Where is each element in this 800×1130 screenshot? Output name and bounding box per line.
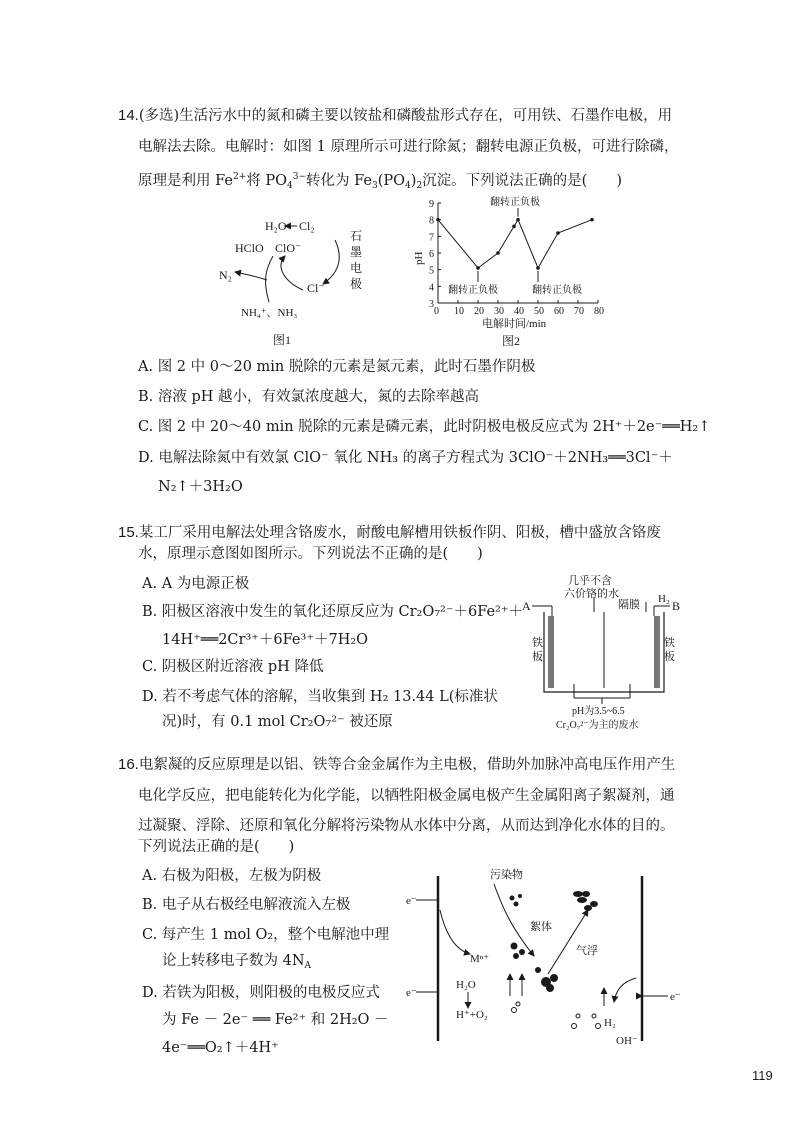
chart-point	[436, 218, 440, 222]
chart-point	[556, 231, 560, 235]
q15-fig-membrane: 隔膜	[618, 599, 640, 611]
q16-pollutant: 污染物	[490, 869, 523, 881]
q16-option-d-line1: D. 若铁为阳极，则阳极的电极反应式	[142, 985, 380, 1001]
page-number: 119	[752, 1068, 773, 1083]
q14-s3b: 将 PO	[246, 173, 288, 189]
q16-option-a: A. 右极为阳极，左极为阴极	[142, 868, 322, 884]
q15-number: 15.	[118, 524, 139, 541]
chart-xlabel: 电解时间/min	[482, 318, 547, 330]
fig1-electrode-4: 极	[350, 277, 363, 291]
fig2-caption: 图2	[502, 334, 521, 348]
chart-y-tick-label: 8	[429, 215, 434, 227]
fig1-n2: N₂	[219, 268, 232, 282]
q16-bubbles	[512, 1002, 601, 1029]
q16-oh: OH⁻	[616, 1035, 638, 1046]
fig1-electrode-1: 石	[350, 229, 363, 243]
q16-h2: H₂	[604, 1017, 616, 1029]
q16-e-left2: e⁻	[406, 987, 417, 999]
fig1-h2o: H₂O	[265, 219, 287, 233]
q16-stem-line1	[118, 755, 675, 775]
q14-figure1	[215, 212, 375, 352]
fig1-arrow-down	[266, 256, 273, 302]
q14-s3d: (PO	[377, 173, 406, 189]
chart-x-tick-label: 80	[594, 306, 604, 317]
q15-option-d-line1: D. 若不考虑气体的溶解，当收集到 H₂ 13.44 L(标准状	[142, 689, 498, 705]
fig1-electrode-2: 墨	[350, 245, 363, 259]
q16-arrow-mn	[440, 910, 470, 954]
q15-option-b-line2: 14H⁺══2Cr³⁺＋6Fe³⁺＋7H₂O	[162, 632, 369, 648]
q14-option-d-line1: D. 电解法除氮中有效氯 ClO⁻ 氧化 NH₃ 的离子方程式为 3ClO⁻＋2NH₃══3Cl⁻＋	[138, 450, 673, 466]
chart-y-tick-label: 7	[429, 232, 434, 244]
q16-stem-text1: 电絮凝的反应原理是以铝、铁等合金金属作为主电极，借助外加脉冲高电压作用产生	[138, 757, 676, 773]
fig1-arrow-cl-to-clo	[281, 256, 303, 290]
q14-stem-line1	[118, 106, 672, 126]
q15-left-plate	[548, 616, 554, 688]
chart-point	[516, 218, 520, 222]
q14-stem-text1: (多选)生活污水中的氮和磷主要以铵盐和磷酸盐形式存在，可用铁、石墨作电极，用	[138, 108, 673, 124]
q16-c2-text: 论上转移电子数为 4N	[162, 953, 305, 969]
q15-right-plate	[654, 616, 660, 688]
q14-s3e: )	[410, 173, 417, 189]
chart-annotation-bottom2: 翻转正负极	[532, 285, 582, 296]
q15-right-plate-label2: 板	[664, 651, 675, 663]
fig1-caption: 图1	[273, 333, 292, 347]
q15-fig-b: B	[672, 599, 681, 613]
q15-fig-a: A	[522, 599, 531, 613]
q14-s3f: 沉淀。下列说法正确的是( )	[422, 173, 623, 189]
q14-option-c: C. 图 2 中 20～40 min 脱除的元素是磷元素，此时阴极电极反应式为 2H⁺＋2e⁻══H₂↑	[138, 419, 711, 435]
fig1-electrode-3: 电	[350, 261, 363, 275]
q15-stem-text1: 某工厂采用电解法处理含铬废水，耐酸电解槽用铁板作阴、阳极，槽中盛放含铬废	[138, 525, 661, 541]
q15-option-a: A. A 为电源正极	[142, 576, 250, 592]
q16-option-c-line2	[162, 951, 311, 976]
fig1-arrow-n2	[235, 272, 267, 280]
q16-stem-line3: 过凝聚、浮除、还原和氧化分解将污染物从水体中分离，从而达到净化水体的目的。	[138, 818, 675, 834]
q15-left-plate-label2: 板	[532, 651, 543, 663]
q15-option-b-line1: B. 阳极区溶液中发生的氧化还原反应为 Cr₂O₇²⁻＋6Fe²⁺＋	[142, 604, 524, 620]
q14-fe3-sub: 3	[372, 181, 378, 191]
q16-option-d-line3: 4e⁻══O₂↑＋4H⁺	[162, 1040, 279, 1056]
chart-annotation-top: 翻转正负极	[490, 197, 540, 208]
q16-electrocoagulation-figure	[398, 866, 698, 1046]
q14-option-b: B. 溶液 pH 越小，有效氯浓度越大，氮的去除率越高	[138, 389, 480, 405]
q15-left-plate-label1: 铁	[532, 637, 543, 649]
q16-arrow-h2	[614, 978, 636, 1002]
chart-point	[536, 266, 540, 270]
q16-mn: Mⁿ⁺	[470, 953, 490, 965]
q16-option-b: B. 电子从右极经电解液流入左极	[142, 897, 351, 913]
q14-paren-sub: 2	[416, 181, 423, 191]
chart-y-tick-label: 9	[429, 199, 434, 210]
chart-x-tick-label: 50	[534, 306, 544, 317]
q14-s3a: 原理是利用 Fe	[138, 173, 233, 189]
chart-x-tick-label: 70	[574, 306, 584, 317]
q15-option-d-line2: 况)时，有 0.1 mol Cr₂O₇²⁻ 被还原	[162, 714, 393, 730]
q16-e-left1: e⁻	[406, 895, 417, 907]
chart-x-tick-label: 30	[494, 306, 504, 317]
q15-stem-line1	[118, 523, 661, 543]
q14-stem-line3	[138, 167, 622, 196]
fig1-cl2: Cl₂	[299, 219, 315, 233]
q16-number: 16.	[118, 756, 139, 773]
fig1-hclo: HClO	[235, 241, 264, 255]
chart-annotation-bottom1: 翻转正负极	[448, 285, 498, 296]
fig1-clo: ClO⁻	[275, 241, 302, 255]
q16-stem-line2: 电化学反应，把电能转化为化学能，以牺牲阳极金属电极产生金属阳离子絮凝剂，通	[138, 788, 675, 804]
q14-stem-line2: 电解法去除。电解时：如图 1 原理所示可进行除氮；翻转电源正负极，可进行除磷，	[138, 139, 679, 155]
q15-electrolysis-figure	[520, 572, 690, 732]
q14-option-a: A. 图 2 中 0～20 min 脱除的元素是氮元素，此时石墨作阴极	[138, 359, 536, 375]
q15-fig-bottom-label2: Cr₂O₇²⁻为主的废水	[556, 720, 639, 731]
q15-fig-top-label1: 几乎不含	[568, 575, 612, 587]
q15-stem-line2: 水，原理示意图如图所示。下列说法不正确的是( )	[138, 546, 483, 562]
q15-option-c: C. 阴极区附近溶液 pH 降低	[142, 659, 324, 675]
q15-right-plate-label1: 铁	[664, 637, 675, 649]
chart-y-tick-label: 3	[429, 299, 434, 310]
q16-option-d-line2: 为 Fe － 2e⁻ ══ Fe²⁺ 和 2H₂O －	[162, 1012, 389, 1028]
chart-x-tick-label: 20	[474, 306, 484, 317]
q14-po4-sub2: 4	[405, 181, 411, 191]
fig1-nh4-nh3: NH₄⁺、NH₃	[241, 307, 298, 319]
q16-h2o: H₂O	[456, 979, 476, 991]
q16-float: 气浮	[576, 945, 598, 957]
q16-c2-sub: A	[304, 961, 312, 971]
q16-floc: 絮体	[530, 921, 552, 933]
chart-point	[476, 266, 480, 270]
q16-h-o2: H⁺+O₂	[456, 1009, 488, 1021]
q14-s3c: 转化为 Fe	[306, 173, 372, 189]
q14-option-d-line2: N₂↑＋3H₂O	[158, 479, 243, 495]
chart-point	[590, 218, 594, 222]
fig1-arrow-right	[323, 240, 339, 284]
chart-ylabel: pH	[413, 251, 425, 265]
q16-arrow-float	[548, 910, 588, 974]
q14-fe2-charge: 2+	[232, 172, 247, 182]
q14-number: 14.	[118, 107, 139, 124]
chart-x-tick-label: 40	[514, 306, 524, 317]
q15-fig-top-label2: 六价铬的水	[564, 588, 619, 600]
q15-fig-h2: H₂	[658, 593, 670, 605]
q16-option-c-line1: C. 每产生 1 mol O₂，整个电解池中理	[142, 927, 390, 943]
q14-figure2-chart	[410, 195, 610, 350]
chart-x-tick-label: 10	[454, 306, 464, 317]
chart-x-tick-label: 60	[554, 306, 564, 317]
chart-y-tick-label: 5	[429, 265, 434, 277]
q15-fig-bottom-label1: pH为3.5~6.5	[572, 706, 625, 717]
q14-po4-charge: 3−	[292, 172, 307, 182]
chart-y-tick-label: 4	[429, 282, 434, 294]
chart-point	[512, 225, 516, 229]
q14-po4-sub: 4	[287, 181, 293, 191]
chart-point	[496, 251, 500, 255]
chart-x-tick-label: 0	[434, 306, 439, 317]
fig1-cl-minus: Cl⁻	[307, 281, 325, 295]
q16-stem-line4: 下列说法正确的是( )	[138, 839, 295, 855]
q16-e-right: e⁻	[670, 991, 681, 1003]
chart-y-tick-label: 6	[429, 249, 434, 260]
